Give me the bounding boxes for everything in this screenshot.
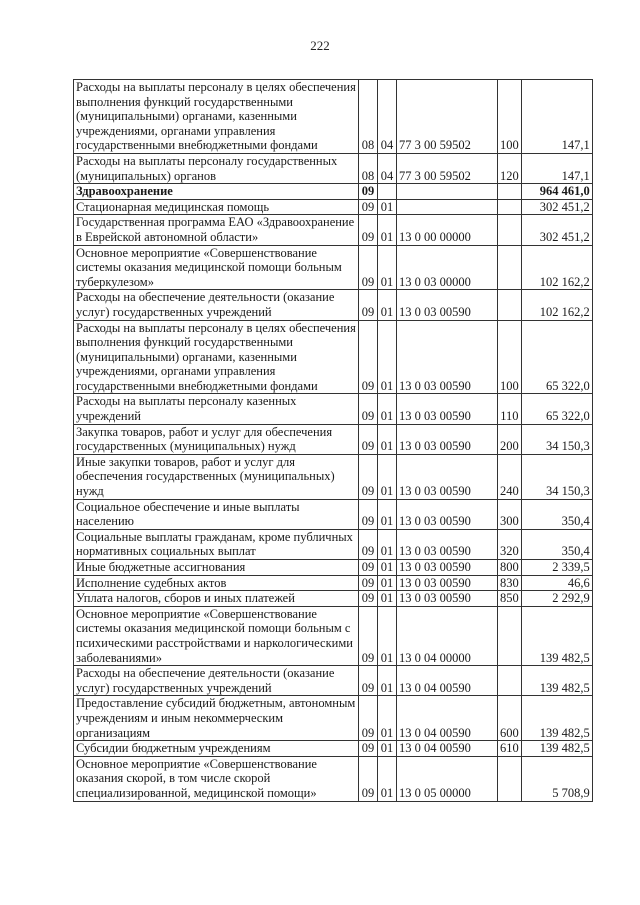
row-section-cell: 09	[359, 756, 378, 801]
row-target-article-cell: 13 0 04 00000	[397, 606, 498, 665]
row-amount-cell: 34 150,3	[521, 424, 592, 454]
row-name-cell: Основное мероприятие «Совершенствование системы оказания медицинской помощи больным с психическими расстройствами и наркологическими заболеваниями»	[74, 606, 359, 665]
row-amount-cell: 5 708,9	[521, 756, 592, 801]
row-target-article-cell: 77 3 00 59502	[397, 153, 498, 183]
row-subsection-cell: 01	[378, 424, 397, 454]
row-section-cell: 09	[359, 424, 378, 454]
table-row	[74, 606, 593, 665]
row-section-cell: 09	[359, 454, 378, 499]
row-target-article-cell	[397, 199, 498, 215]
row-name-cell: Уплата налогов, сборов и иных платежей	[74, 591, 359, 607]
table-row	[74, 184, 593, 200]
row-section-cell: 09	[359, 606, 378, 665]
row-subsection-cell: 01	[378, 560, 397, 576]
table-row	[74, 591, 593, 607]
row-subsection-cell: 01	[378, 394, 397, 424]
row-name-cell: Расходы на обеспечение деятельности (оказание услуг) государственных учреждений	[74, 290, 359, 320]
row-name-cell: Социальные выплаты гражданам, кроме публичных нормативных социальных выплат	[74, 529, 359, 559]
row-name-cell: Предоставление субсидий бюджетным, автономным учреждениям и иным некоммерческим организациям	[74, 696, 359, 741]
row-expense-type-cell: 600	[498, 696, 522, 741]
row-section-cell: 09	[359, 560, 378, 576]
row-target-article-cell: 13 0 03 00000	[397, 245, 498, 290]
row-target-article-cell	[397, 184, 498, 200]
row-section-cell: 09	[359, 529, 378, 559]
row-subsection-cell: 01	[378, 499, 397, 529]
row-target-article-cell: 13 0 03 00590	[397, 454, 498, 499]
row-amount-cell: 2 292,9	[521, 591, 592, 607]
table-row	[74, 696, 593, 741]
row-name-cell: Основное мероприятие «Совершенствование системы оказания медицинской помощи больным туберкулезом»	[74, 245, 359, 290]
row-expense-type-cell: 320	[498, 529, 522, 559]
row-expense-type-cell	[498, 245, 522, 290]
row-expense-type-cell	[498, 215, 522, 245]
row-section-cell: 09	[359, 245, 378, 290]
row-subsection-cell: 01	[378, 575, 397, 591]
row-name-cell: Иные закупки товаров, работ и услуг для обеспечения государственных (муниципальных) нужд	[74, 454, 359, 499]
table-row	[74, 575, 593, 591]
row-section-cell: 09	[359, 591, 378, 607]
row-target-article-cell: 13 0 04 00590	[397, 666, 498, 696]
row-expense-type-cell: 200	[498, 424, 522, 454]
table-row	[74, 290, 593, 320]
row-section-cell: 08	[359, 153, 378, 183]
row-target-article-cell: 13 0 03 00590	[397, 424, 498, 454]
row-section-cell: 09	[359, 184, 378, 200]
row-section-cell: 09	[359, 741, 378, 757]
row-target-article-cell: 13 0 03 00590	[397, 394, 498, 424]
row-target-article-cell: 13 0 04 00590	[397, 696, 498, 741]
row-amount-cell: 2 339,5	[521, 560, 592, 576]
row-section-cell: 09	[359, 575, 378, 591]
budget-table-body	[74, 80, 593, 802]
row-section-cell: 08	[359, 80, 378, 154]
row-subsection-cell: 01	[378, 756, 397, 801]
row-amount-cell: 102 162,2	[521, 290, 592, 320]
row-expense-type-cell	[498, 199, 522, 215]
row-expense-type-cell: 240	[498, 454, 522, 499]
row-target-article-cell: 13 0 03 00590	[397, 529, 498, 559]
row-name-cell: Расходы на выплаты персоналу в целях обеспечения выполнения функций государственными (муниципальными) органами, казенными учреждениями, органами управления государственными внебюджетными фондами	[74, 80, 359, 154]
row-amount-cell: 147,1	[521, 80, 592, 154]
row-name-cell: Основное мероприятие «Совершенствование оказания скорой, в том числе скорой специализированной, медицинской помощи»	[74, 756, 359, 801]
row-section-cell: 09	[359, 199, 378, 215]
table-row	[74, 199, 593, 215]
row-amount-cell: 139 482,5	[521, 741, 592, 757]
table-row	[74, 153, 593, 183]
row-expense-type-cell: 120	[498, 153, 522, 183]
row-subsection-cell	[378, 184, 397, 200]
row-expense-type-cell	[498, 606, 522, 665]
table-row	[74, 80, 593, 154]
row-amount-cell: 139 482,5	[521, 606, 592, 665]
table-row	[74, 529, 593, 559]
row-section-cell: 09	[359, 320, 378, 394]
row-section-cell: 09	[359, 499, 378, 529]
row-subsection-cell: 01	[378, 199, 397, 215]
row-subsection-cell: 01	[378, 290, 397, 320]
row-section-cell: 09	[359, 290, 378, 320]
row-target-article-cell: 13 0 03 00590	[397, 575, 498, 591]
row-subsection-cell: 01	[378, 666, 397, 696]
row-section-cell: 09	[359, 666, 378, 696]
row-subsection-cell: 01	[378, 741, 397, 757]
row-name-cell: Расходы на выплаты персоналу казенных учреждений	[74, 394, 359, 424]
row-amount-cell: 34 150,3	[521, 454, 592, 499]
row-subsection-cell: 04	[378, 80, 397, 154]
row-target-article-cell: 13 0 03 00590	[397, 560, 498, 576]
table-row	[74, 245, 593, 290]
row-expense-type-cell	[498, 666, 522, 696]
row-subsection-cell: 01	[378, 245, 397, 290]
row-expense-type-cell	[498, 290, 522, 320]
table-row	[74, 424, 593, 454]
row-section-cell: 09	[359, 696, 378, 741]
row-amount-cell: 139 482,5	[521, 696, 592, 741]
table-row	[74, 666, 593, 696]
row-amount-cell: 46,6	[521, 575, 592, 591]
budget-table	[73, 79, 593, 802]
row-amount-cell: 65 322,0	[521, 394, 592, 424]
row-name-cell: Закупка товаров, работ и услуг для обеспечения государственных (муниципальных) нужд	[74, 424, 359, 454]
row-amount-cell: 302 451,2	[521, 199, 592, 215]
row-target-article-cell: 13 0 04 00590	[397, 741, 498, 757]
row-name-cell: Расходы на выплаты персоналу государственных (муниципальных) органов	[74, 153, 359, 183]
row-subsection-cell: 01	[378, 606, 397, 665]
page-number: 222	[310, 38, 330, 53]
row-name-cell: Стационарная медицинская помощь	[74, 199, 359, 215]
row-name-cell: Расходы на обеспечение деятельности (оказание услуг) государственных учреждений	[74, 666, 359, 696]
row-expense-type-cell: 300	[498, 499, 522, 529]
row-subsection-cell: 01	[378, 215, 397, 245]
row-subsection-cell: 01	[378, 529, 397, 559]
row-expense-type-cell: 800	[498, 560, 522, 576]
row-subsection-cell: 01	[378, 591, 397, 607]
row-name-cell: Иные бюджетные ассигнования	[74, 560, 359, 576]
row-expense-type-cell: 110	[498, 394, 522, 424]
row-subsection-cell: 01	[378, 696, 397, 741]
row-section-cell: 09	[359, 215, 378, 245]
row-expense-type-cell: 610	[498, 741, 522, 757]
row-name-cell: Субсидии бюджетным учреждениям	[74, 741, 359, 757]
row-subsection-cell: 01	[378, 320, 397, 394]
table-row	[74, 560, 593, 576]
row-target-article-cell: 13 0 03 00590	[397, 499, 498, 529]
row-target-article-cell: 13 0 03 00590	[397, 290, 498, 320]
table-row	[74, 756, 593, 801]
row-target-article-cell: 13 0 03 00590	[397, 320, 498, 394]
row-target-article-cell: 13 0 00 00000	[397, 215, 498, 245]
row-expense-type-cell: 100	[498, 320, 522, 394]
row-amount-cell: 102 162,2	[521, 245, 592, 290]
row-amount-cell: 350,4	[521, 529, 592, 559]
row-amount-cell: 65 322,0	[521, 320, 592, 394]
row-name-cell: Социальное обеспечение и иные выплаты населению	[74, 499, 359, 529]
row-name-cell: Исполнение судебных актов	[74, 575, 359, 591]
row-name-cell: Государственная программа ЕАО «Здравоохранение в Еврейской автономной области»	[74, 215, 359, 245]
row-name-cell: Расходы на выплаты персоналу в целях обеспечения выполнения функций государственными (муниципальными) органами, казенными учреждениями, органами управления государственными внебюджетными фондами	[74, 320, 359, 394]
row-target-article-cell: 77 3 00 59502	[397, 80, 498, 154]
row-target-article-cell: 13 0 05 00000	[397, 756, 498, 801]
row-expense-type-cell: 100	[498, 80, 522, 154]
table-row	[74, 215, 593, 245]
row-subsection-cell: 01	[378, 454, 397, 499]
row-expense-type-cell	[498, 184, 522, 200]
row-name-cell: Здравоохранение	[74, 184, 359, 200]
row-subsection-cell: 04	[378, 153, 397, 183]
row-target-article-cell: 13 0 03 00590	[397, 591, 498, 607]
row-expense-type-cell: 830	[498, 575, 522, 591]
table-row	[74, 320, 593, 394]
table-row	[74, 741, 593, 757]
row-amount-cell: 302 451,2	[521, 215, 592, 245]
row-amount-cell: 350,4	[521, 499, 592, 529]
row-amount-cell: 139 482,5	[521, 666, 592, 696]
table-row	[74, 499, 593, 529]
row-amount-cell: 147,1	[521, 153, 592, 183]
table-row	[74, 394, 593, 424]
row-expense-type-cell	[498, 756, 522, 801]
table-row	[74, 454, 593, 499]
row-expense-type-cell: 850	[498, 591, 522, 607]
row-amount-cell: 964 461,0	[521, 184, 592, 200]
row-section-cell: 09	[359, 394, 378, 424]
